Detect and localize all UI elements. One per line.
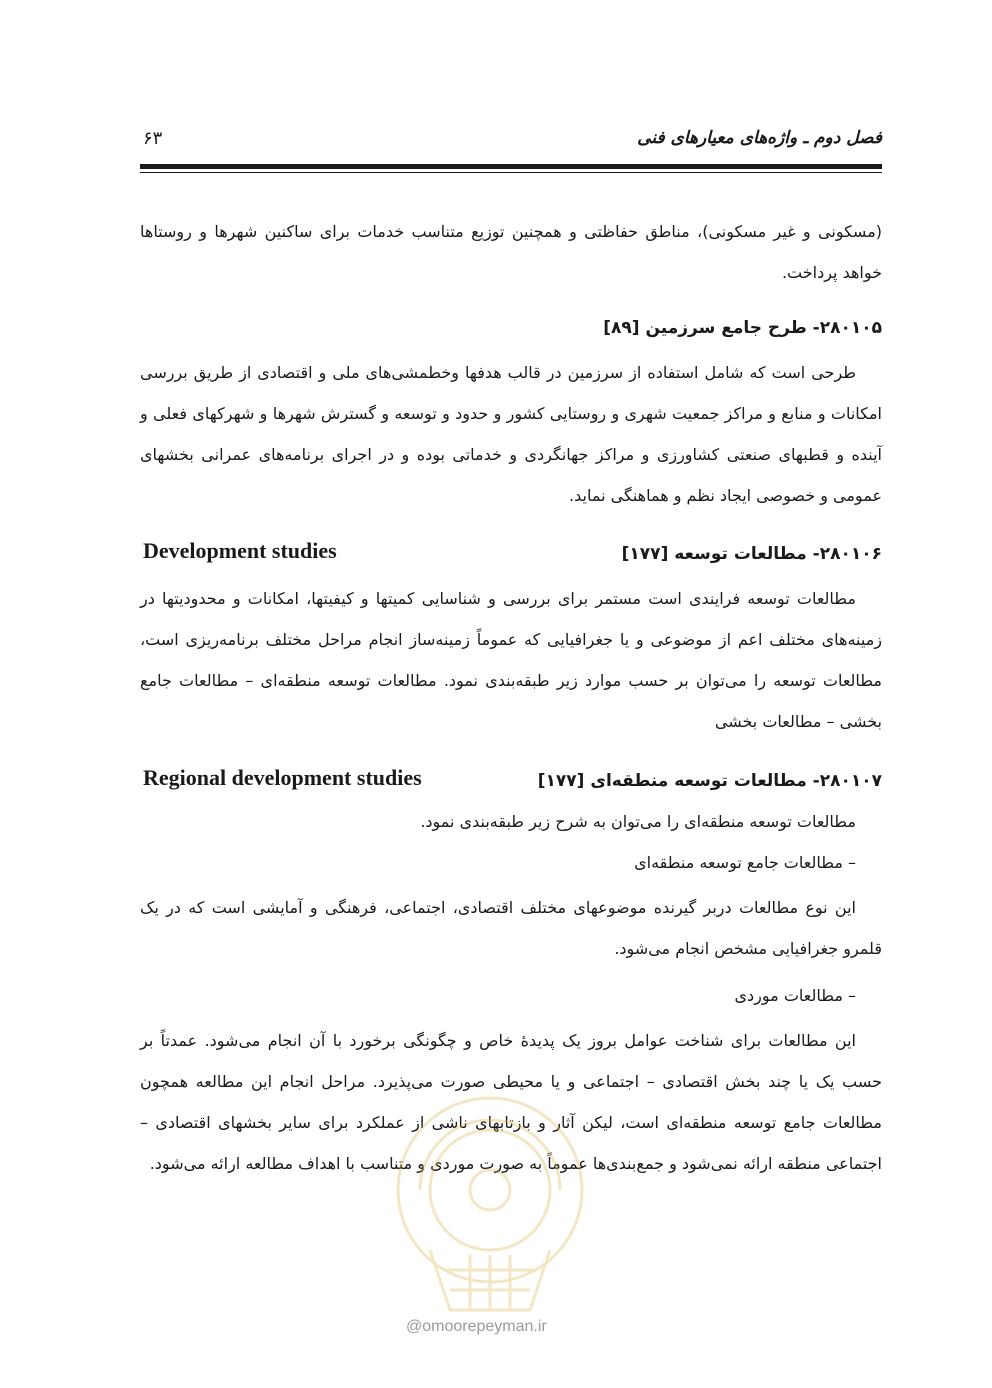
- intro-paragraph: (مسکونی و غیر مسکونی)، مناطق حفاظتی و همچنین توزیع متناسب خدمات برای ساکنین شهرها و روستاها خواهد پرداخت.: [140, 222, 882, 282]
- item-text-case-study: این مطالعات برای شناخت عوامل بروز یک پدیدهٔ خاص و چگونگی برخورد با آن انجام می‌شود. عمدتاً بر حسب یک یا چند بخش اقتصادی – اجتماعی و یا محیطی صورت می‌پذیرد. مراحل انجام این مطالعه همچون مطالعات جامع توسعه منطقه‌ای است، لیکن آثار و بازتابهای ناشی از عملکرد برای سایر بخشهای اقتصادی – اجتماعی منطقه ارائه نمی‌شود و جمع‌بندی‌ها عموماً به صورت موردی و متناسب با اهداف مطالعه ارائه می‌شود.: [140, 1031, 882, 1173]
- section-english-title-280106: Development studies: [143, 538, 337, 563]
- header-rule-thin: [140, 172, 882, 173]
- section-body-280105: طرحی است که شامل استفاده از سرزمین در قالب هدفها وخطمشی‌های ملی و اقتصادی از طریق بررسی امکانات و منابع و مراکز جمعیت شهری و روستایی کشور و حدود و توسعه و گسترش شهرها و شهرکهای فعلی و آینده و قطبهای صنعتی کشاورزی و مراکز جهانگردی و خدماتی بوده و در اجرای برنامه‌های عمرانی بخشهای عمومی و خصوصی ایجاد نظم و هماهنگی نماید.: [140, 363, 882, 505]
- chapter-title: فصل دوم ـ واژه‌های معیارهای فنی: [637, 128, 882, 148]
- header-rule-thick: [140, 164, 882, 169]
- item-label-comprehensive: – مطالعات جامع توسعه منطقه‌ای: [634, 853, 856, 872]
- watermark-seal-icon: [390, 1080, 590, 1315]
- section-heading-280107: ۲۸۰۱۰۷- مطالعات توسعه منطقه‌ای [۱۷۷]: [537, 771, 882, 791]
- section-heading-280105: ۲۸۰۱۰۵- طرح جامع سرزمین [۸۹]: [603, 318, 882, 338]
- section-english-title-280107: Regional development studies: [143, 765, 422, 790]
- item-label-case-study: – مطالعات موردی: [734, 986, 856, 1005]
- section-heading-280106: ۲۸۰۱۰۶- مطالعات توسعه [۱۷۷]: [621, 544, 882, 564]
- watermark-text: @omoorepeyman.ir: [406, 1318, 547, 1335]
- section-body-280106: مطالعات توسعه فرایندی است مستمر برای بررسی و شناسایی کمیتها و کیفیتها، امکانات و محدودیتها در زمینه‌های مختلف اعم از موضوعی و یا جغرافیایی که عموماً زمینه‌ساز انجام مراحل مختلف برنامه‌ریزی است، مطالعات توسعه را می‌توان بر حسب موارد زیر طبقه‌بندی نمود. مطالعات توسعه منطقه‌ای – مطالعات جامع بخشی – مطالعات بخشی: [140, 589, 882, 731]
- page-number: ۶۳: [143, 128, 163, 149]
- item-text-comprehensive: این نوع مطالعات دربر گیرنده موضوعهای مختلف اقتصادی، اجتماعی، فرهنگی و آمایشی است که در یک قلمرو جغرافیایی مشخص انجام می‌شود.: [140, 898, 882, 958]
- section-body-280107: مطالعات توسعه منطقه‌ای را می‌توان به شرح زیر طبقه‌بندی نمود.: [420, 812, 856, 831]
